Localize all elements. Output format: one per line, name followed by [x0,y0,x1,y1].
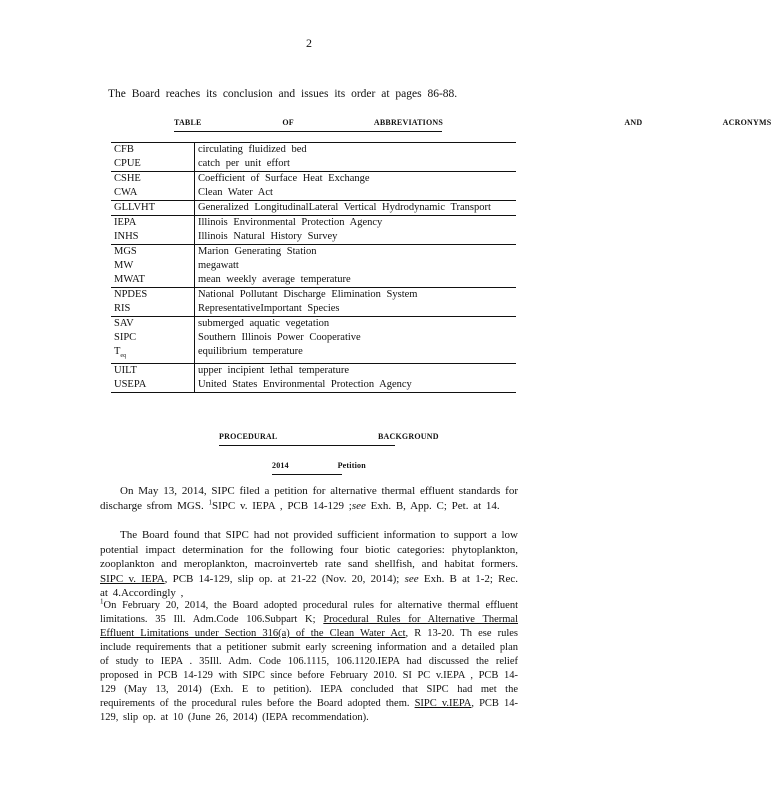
abbreviation-row [111,143,516,158]
abbreviation-code [111,230,195,245]
abbreviation-code-text: SIPC [114,332,137,343]
abbreviation-code-text: CWA [114,187,138,198]
p1-text-b: SIPC v. IEPA , PCB 14-129 ; [211,499,352,512]
p2-text-b: , PCB 14-129, slip op. at 21-22 (Nov. 20, 2014); [164,572,400,585]
abbreviation-code-text: INHS [114,231,139,242]
paragraph-petition-filed [100,484,518,513]
abbreviation-code [111,172,195,187]
abbreviation-code [111,302,195,317]
abbreviation-code [111,259,195,273]
p1-see: see [351,499,366,512]
abbreviation-row [111,230,516,245]
abbreviation-code [111,317,195,332]
abbreviation-meaning: Generalized LongitudinalLateral Vertical Hydrodynamic Transport [195,201,517,216]
abbreviation-code-text: IEPA [114,217,137,228]
petition-subheading: 2014 Petition [272,459,342,475]
abbreviation-meaning: circulating fluidized bed [195,143,517,158]
abbreviation-row [111,216,516,231]
abbreviation-meaning: Clean Water Act [198,187,273,198]
abbreviation-code-text: CFB [114,144,134,155]
fn-text-c: , PCB 14-129, slip op. at 10 (June 26, 2014) (IEPA recommendation). [100,698,519,723]
abbreviation-code [111,364,195,379]
p2-text-c: Exh. B at 1-2; Rec. at 4.Accordingly , [100,572,519,599]
abbreviation-meaning: megawatt [198,260,239,271]
abbreviation-meaning: catch per unit effort [198,158,290,169]
abbreviation-code-text: GLLVHT [114,202,156,213]
abbreviation-code [111,245,195,260]
paragraph-board-found [100,528,518,601]
abbreviation-meaning: upper incipient lethal temperature [195,364,517,379]
abbreviation-meaning: mean weekly average temperature [198,274,351,285]
abbreviation-meaning: United States Environmental Protection Agency [195,378,517,393]
abbreviation-row [111,302,516,317]
fn-text-b: , R 13-20. Th ese rules include requirements that a petitioner submit early screening information and a detailed plan of study to IEPA . 35Ill. Adm. Code 106.1115, 106.1120.IEPA had discussed the relief proposed in PCB 14-129 with SIPC since before February 2010. SI PC v.IEPA , PCB 14-129 (May 13, 2014) (Exh. E to petition). IEPA concluded that SIPC had met the requirements of the procedural rules before the Board adopted them. [100,628,518,709]
abbreviation-code-text: T [114,346,121,357]
abbreviation-code-text: MGS [114,246,137,257]
abbreviation-row [111,245,516,260]
abbreviation-code-text: MW [114,260,134,271]
footnote-reference: 1 [208,497,212,506]
abbreviation-code [111,216,195,231]
abbreviation-row [111,331,516,345]
abbreviation-row [111,157,516,172]
abbreviation-meaning: Marion Generating Station [195,245,517,260]
abbreviation-meaning: RepresentativeImportant Species [198,303,340,314]
fn-rule-title: Procedural Rules for Alternative Thermal Effluent Limitations under Section 316(a) of the Clean Water Act [100,614,519,639]
abbreviation-meaning: National Pollutant Discharge Elimination System [195,288,517,303]
abbreviation-row [111,186,516,201]
p2-see: see [404,572,419,585]
abbreviations-table [111,142,516,393]
procedural-background-heading: PROCEDURAL BACKGROUND [219,430,395,446]
abbreviation-code-text: RIS [114,303,131,314]
abbreviation-row [111,317,516,332]
abbreviation-code [111,273,195,288]
table-heading: TABLE OF ABBREVIATIONS AND ACRONYMS [174,116,442,132]
footnote-1 [100,599,518,725]
abbreviation-code-text: CSHE [114,173,141,184]
abbreviation-code [111,201,195,216]
abbreviation-row [111,288,516,303]
abbreviation-code-text: CPUE [114,158,141,169]
abbreviation-row [111,259,516,273]
abbreviation-code-text: USEPA [114,379,147,391]
abbreviation-meaning: equilibrium temperature [198,346,303,357]
abbreviation-code [111,157,195,172]
abbreviation-code-text: NPDES [114,289,148,300]
abbreviation-code [111,186,195,201]
abbreviation-meaning: Southern Illinois Power Cooperative [198,332,361,343]
p2-case-citation: SIPC v. IEPA [100,572,165,585]
abbreviation-meaning: Illinois Natural History Survey [198,231,338,242]
abbreviation-code-text: UILT [114,365,137,377]
intro-sentence: The Board reaches its conclusion and issues its order at pages 86-88. [108,88,458,100]
footnote-mark: 1 [100,597,104,606]
p1-text-c: Exh. B, App. C; Pet. at 14. [370,499,500,512]
abbreviation-row [111,201,516,216]
abbreviation-row [111,172,516,187]
abbreviation-code [111,345,195,364]
abbreviation-code-text: MWAT [114,274,145,285]
abbreviation-meaning: submerged aquatic vegetation [195,317,517,332]
abbreviation-code [111,288,195,303]
fn-text-a: On February 20, 2014, the Board adopted procedural rules for alternative thermal effluent limitations. 35 Ill. Adm.Code 106.Subpart K; [100,600,518,625]
abbreviation-meaning: Coefficient of Surface Heat Exchange [195,172,517,187]
abbreviation-code-text: SAV [114,318,134,329]
abbreviation-code [111,143,195,158]
abbreviation-row [111,273,516,288]
abbreviation-meaning: Illinois Environmental Protection Agency [195,216,517,231]
p2-text-a: The Board found that SIPC had not provided sufficient information to support a low potential impact determination for the following four biotic categories: phytoplankton, zooplankton and meroplankton, macroinverteb rate sand shellfish, and habitat formers. [100,529,518,570]
fn-case-citation: SIPC v.IEPA [414,698,472,709]
abbreviation-code [111,331,195,345]
abbreviation-row [111,364,516,379]
abbreviation-code [111,378,195,393]
abbreviation-row [111,378,516,393]
p1-text-a: On May 13, 2014, SIPC filed a petition for alternative thermal effluent standards for discharge sfrom MGS. [100,485,518,512]
abbreviation-code-subscript: eq [120,353,127,360]
page-number: 2 [306,36,312,50]
abbreviation-row [111,345,516,364]
